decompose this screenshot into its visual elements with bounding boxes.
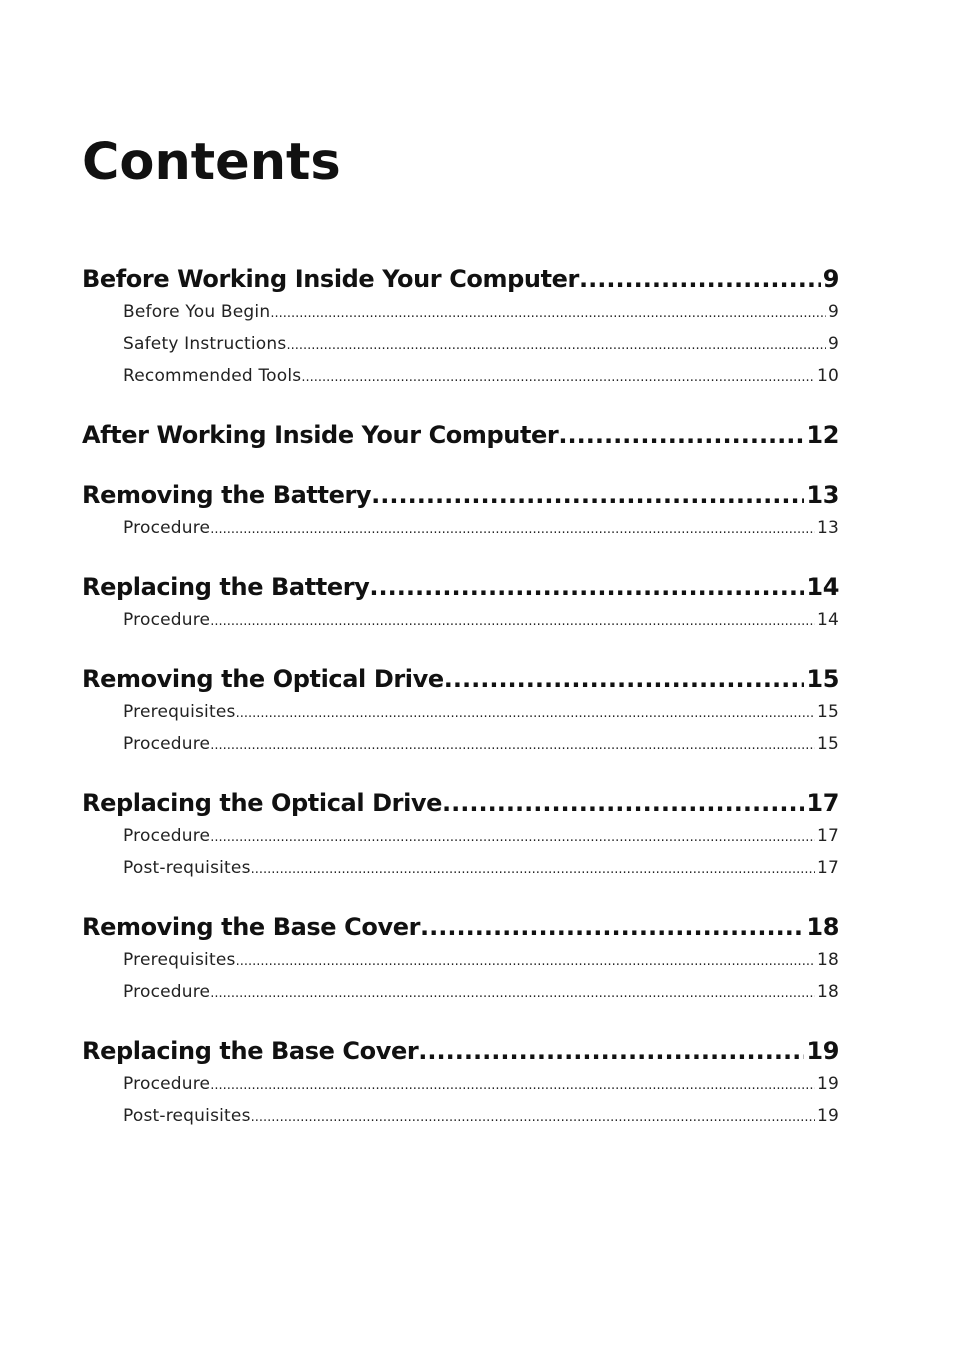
toc-subentry-title: Post-requisites	[123, 858, 251, 878]
dot-leader	[210, 606, 815, 638]
dot-leader	[579, 262, 821, 296]
toc-subentry-page-number: 17	[816, 858, 839, 878]
toc-subentry-title: Procedure	[123, 826, 211, 846]
dot-leader	[369, 570, 804, 604]
toc-chapter-title: Removing the Base Cover	[82, 913, 421, 941]
toc-subentry[interactable]	[82, 1100, 839, 1132]
toc-chapter-page-number: 15	[806, 665, 839, 693]
toc-subentry-title: Recommended Tools	[123, 366, 302, 386]
dot-leader	[270, 298, 826, 330]
toc-subentry[interactable]	[82, 696, 839, 728]
toc-chapter-page-number: 19	[806, 1037, 839, 1065]
toc-chapter-page-number: 12	[806, 421, 839, 449]
toc-subentry-page-number: 18	[816, 982, 839, 1002]
toc-chapter-entry[interactable]	[82, 262, 839, 296]
toc-subentry-page-number: 10	[816, 366, 839, 386]
toc-subentry-title: Safety Instructions	[123, 334, 287, 354]
toc-subentry-page-number: 13	[816, 518, 839, 538]
page-title: Contents	[82, 133, 341, 192]
dot-leader	[371, 478, 804, 512]
dot-leader	[444, 662, 805, 696]
toc-section	[82, 478, 839, 544]
toc-chapter-page-number: 9	[822, 265, 839, 293]
dot-leader	[558, 418, 804, 452]
toc-subentry-title: Prerequisites	[123, 950, 236, 970]
toc-subentry-title: Procedure	[123, 982, 211, 1002]
toc-subentry-title: Post-requisites	[123, 1106, 251, 1126]
toc-chapter-title: Replacing the Base Cover	[82, 1037, 419, 1065]
toc-subentry-title: Procedure	[123, 610, 211, 630]
toc-section	[82, 1034, 839, 1132]
toc-chapter-page-number: 18	[806, 913, 839, 941]
toc-chapter-title: Replacing the Optical Drive	[82, 789, 443, 817]
toc-chapter-title: After Working Inside Your Computer	[82, 421, 559, 449]
toc-section	[82, 570, 839, 636]
toc-subentry-page-number: 18	[816, 950, 839, 970]
toc-chapter-title: Removing the Battery	[82, 481, 372, 509]
toc-subentry-page-number: 15	[816, 702, 839, 722]
toc-chapter-entry[interactable]	[82, 478, 839, 512]
toc-subentry[interactable]	[82, 944, 839, 976]
dot-leader	[418, 1034, 804, 1068]
toc-chapter-page-number: 14	[806, 573, 839, 601]
dot-leader	[210, 514, 815, 546]
toc-subentry-title: Before You Begin	[123, 302, 271, 322]
toc-subentry-page-number: 19	[816, 1074, 839, 1094]
dot-leader	[210, 730, 815, 762]
toc-chapter-entry[interactable]	[82, 786, 839, 820]
dot-leader	[301, 362, 815, 394]
toc-chapter-page-number: 17	[806, 789, 839, 817]
dot-leader	[251, 1102, 815, 1134]
toc-subentry-page-number: 19	[816, 1106, 839, 1126]
toc-section	[82, 786, 839, 884]
toc-subentry[interactable]	[82, 820, 839, 852]
toc-section	[82, 910, 839, 1008]
toc-subentry-page-number: 17	[816, 826, 839, 846]
toc-chapter-entry[interactable]	[82, 1034, 839, 1068]
toc-subentry-title: Procedure	[123, 734, 211, 754]
toc-subentry[interactable]	[82, 512, 839, 544]
dot-leader	[420, 910, 804, 944]
toc-chapter-entry[interactable]	[82, 662, 839, 696]
toc-subentry[interactable]	[82, 728, 839, 760]
toc-section	[82, 662, 839, 760]
dot-leader	[210, 978, 815, 1010]
toc-section	[82, 262, 839, 392]
dot-leader	[210, 1070, 815, 1102]
toc-subentry-title: Procedure	[123, 1074, 211, 1094]
dot-leader	[442, 786, 804, 820]
toc-chapter-entry[interactable]	[82, 570, 839, 604]
toc-subentry[interactable]	[82, 604, 839, 636]
dot-leader	[236, 946, 815, 978]
dot-leader	[236, 698, 815, 730]
toc-chapter-page-number: 13	[806, 481, 839, 509]
dot-leader	[251, 854, 815, 886]
toc-chapter-entry[interactable]	[82, 418, 839, 452]
toc-subentry[interactable]	[82, 360, 839, 392]
toc-subentry-page-number: 15	[816, 734, 839, 754]
toc-subentry-page-number: 9	[827, 302, 839, 322]
toc-chapter-title: Before Working Inside Your Computer	[82, 265, 579, 293]
toc-chapter-title: Removing the Optical Drive	[82, 665, 444, 693]
toc-subentry[interactable]	[82, 1068, 839, 1100]
toc-subentry-title: Procedure	[123, 518, 211, 538]
table-of-contents	[82, 262, 839, 1132]
toc-section	[82, 418, 839, 452]
toc-subentry-page-number: 14	[816, 610, 839, 630]
toc-subentry-title: Prerequisites	[123, 702, 236, 722]
toc-chapter-title: Replacing the Battery	[82, 573, 370, 601]
dot-leader	[210, 822, 815, 854]
toc-subentry[interactable]	[82, 296, 839, 328]
toc-subentry[interactable]	[82, 852, 839, 884]
toc-subentry[interactable]	[82, 976, 839, 1008]
toc-subentry-page-number: 9	[827, 334, 839, 354]
dot-leader	[286, 330, 826, 362]
toc-chapter-entry[interactable]	[82, 910, 839, 944]
toc-subentry[interactable]	[82, 328, 839, 360]
